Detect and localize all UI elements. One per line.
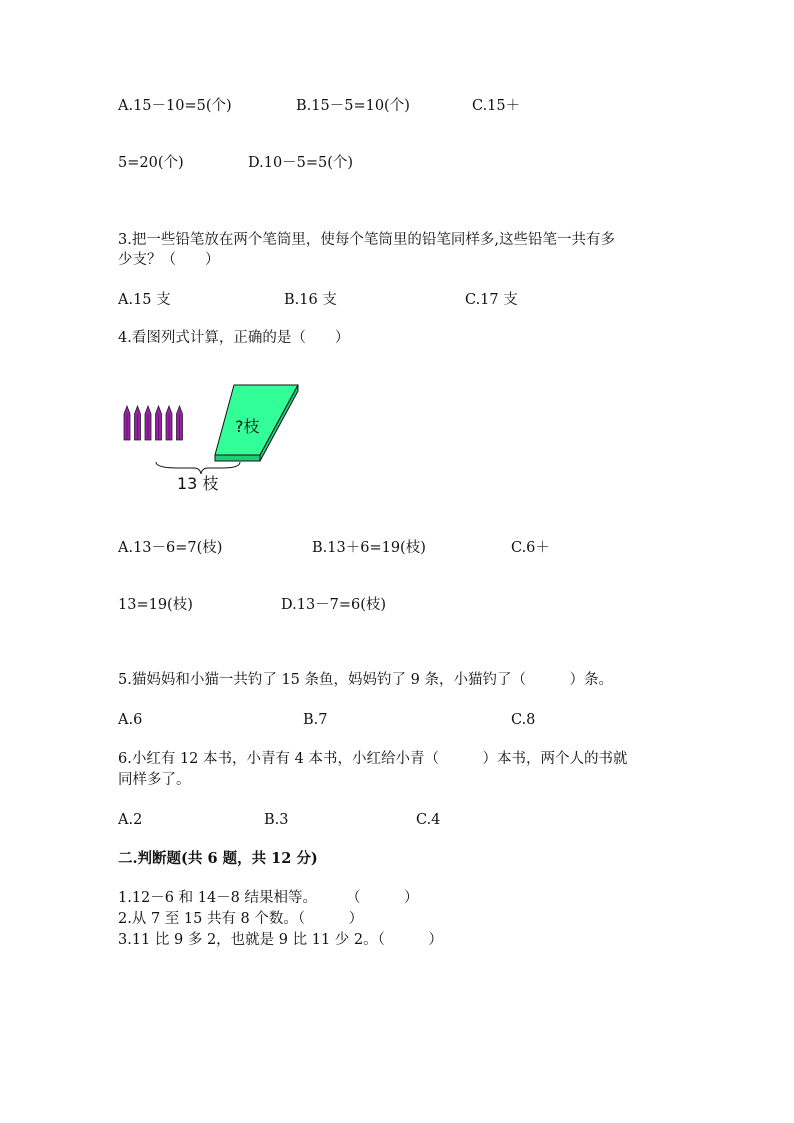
q4-option-d: D.13－7=6(枝) bbox=[281, 597, 387, 613]
q2-option-a: A.15－10=5(个) bbox=[118, 98, 232, 114]
section-heading: 二.判断题(共 6 题，共 12 分) bbox=[118, 850, 318, 867]
q5-text: 5.猫妈妈和小猫一共钓了 15 条鱼，妈妈钓了 9 条，小猫钓了（ ）条。 bbox=[118, 672, 613, 688]
q3-option-b: B.16 支 bbox=[284, 292, 337, 308]
q6-text-line1: 6.小红有 12 本书，小青有 4 本书，小红给小青（ ）本书，两个人的书就 bbox=[118, 751, 628, 767]
q6-option-c: C.4 bbox=[416, 812, 441, 828]
brace-label: 13 枝 bbox=[177, 474, 219, 493]
pencil-box-figure bbox=[118, 380, 308, 495]
q4-option-a: A.13－6=7(枝) bbox=[118, 540, 223, 556]
q2-option-d: D.10－5=5(个) bbox=[248, 155, 354, 171]
judge-item-2: 2.从 7 至 15 共有 8 个数。（ ） bbox=[118, 911, 364, 927]
brace bbox=[156, 462, 240, 474]
judge-item-3: 3.11 比 9 多 2，也就是 9 比 11 少 2。（ ） bbox=[118, 932, 443, 948]
pencil-box bbox=[215, 385, 298, 461]
q3-option-c: C.17 支 bbox=[465, 292, 518, 308]
judge-item-1: 1.12－6 和 14－8 结果相等。 （ ） bbox=[118, 890, 419, 906]
q4-text: 4.看图列式计算，正确的是（ ） bbox=[118, 330, 350, 346]
q6-option-a: A.2 bbox=[118, 812, 143, 828]
q5-option-a: A.6 bbox=[118, 712, 143, 728]
box-label: ?枝 bbox=[235, 417, 260, 436]
q2-option-c-part2: 5=20(个) bbox=[118, 155, 184, 171]
box-bottom bbox=[215, 455, 260, 461]
q6-option-b: B.3 bbox=[264, 812, 289, 828]
q5-option-b: B.7 bbox=[303, 712, 328, 728]
q4-option-c-part2: 13=19(枝) bbox=[118, 597, 193, 613]
q3-text-line2: 少支？（ ） bbox=[118, 252, 220, 268]
q3-text-line1: 3.把一些铅笔放在两个笔筒里，使每个笔筒里的铅笔同样多,这些铅笔一共有多 bbox=[118, 232, 615, 248]
pencil-group bbox=[124, 406, 183, 440]
q3-option-a: A.15 支 bbox=[118, 292, 171, 308]
q5-option-c: C.8 bbox=[511, 712, 536, 728]
q2-option-c-part1: C.15＋ bbox=[472, 98, 521, 114]
q4-option-b: B.13＋6=19(枝) bbox=[312, 540, 426, 556]
q2-option-b: B.15－5=10(个) bbox=[296, 98, 410, 114]
q4-option-c-part1: C.6＋ bbox=[511, 540, 550, 556]
q6-text-line2: 同样多了。 bbox=[118, 772, 191, 788]
